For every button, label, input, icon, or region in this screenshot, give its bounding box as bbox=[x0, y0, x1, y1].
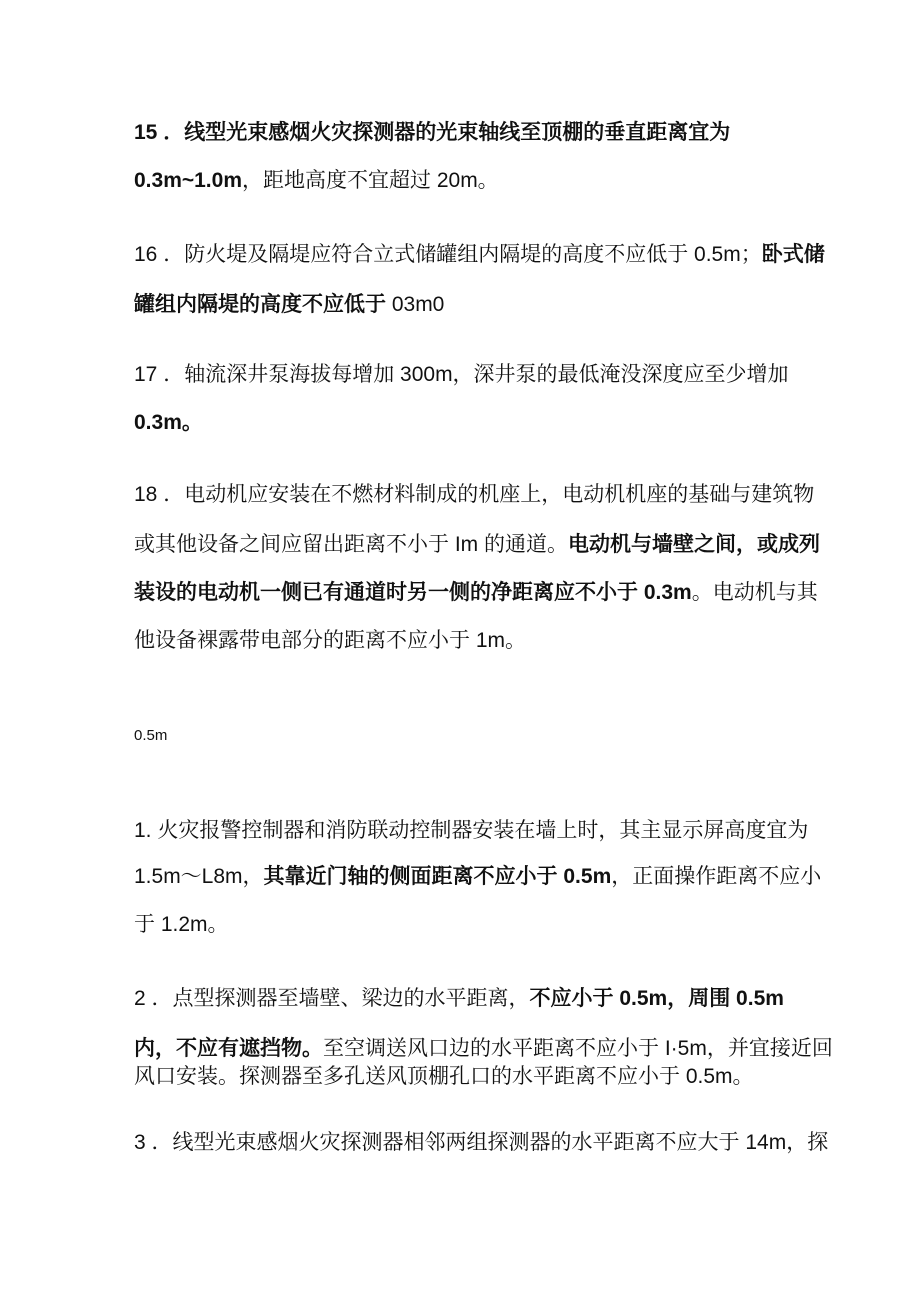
item-18-text: 或其他设备之间应留出距离不小于 Im 的通道。 bbox=[134, 533, 568, 556]
item-2-line-3: 风口安装。探测器至多孔送风顶棚孔口的水平距离不应小于 0.5m。 bbox=[134, 1065, 754, 1088]
item-17-line-1: 17 ．轴流深井泵海拔每增加 300m，深井泵的最低淹没深度应至少增加 bbox=[134, 363, 789, 386]
item-16-line-2 bbox=[134, 292, 444, 318]
item-1-line-2 bbox=[134, 864, 821, 890]
item-1-rest: ，正面操作距离不应小 bbox=[611, 865, 822, 888]
item-16-bold: 卧式储 bbox=[761, 243, 825, 266]
item-1-line-1: 1. 火灾报警控制器和消防联动控制器安装在墙上时，其主显示屏高度宜为 bbox=[134, 819, 809, 842]
item-18-line-3 bbox=[134, 580, 818, 606]
item-15-line-1: 15 ．线型光束感烟火灾探测器的光束轴线至顶棚的垂直距离宜为 bbox=[134, 121, 731, 144]
item-3-line-1: 3 ．线型光束感烟火灾探测器相邻两组探测器的水平距离不应大于 14m，探 bbox=[134, 1131, 829, 1154]
item-16-line-1 bbox=[134, 242, 825, 268]
item-18-line-1: 18 ．电动机应安装在不燃材料制成的机座上，电动机机座的基础与建筑物 bbox=[134, 483, 815, 506]
item-18-bold-2: 装设的电动机一侧已有通道时另一侧的净距离应不小于 0.3m bbox=[134, 581, 692, 604]
item-18-line-4: 他设备裸露带电部分的距离不应小于 1m。 bbox=[134, 629, 527, 652]
item-2-text-2: 至空调送风口边的水平距离不应小于 I·5m，并宜接近回 bbox=[323, 1037, 833, 1060]
item-16-value: 03m0 bbox=[386, 293, 445, 316]
item-18-bold: 电动机与墙壁之间，或成列 bbox=[568, 533, 820, 556]
item-1-line-3: 于 1.2m。 bbox=[134, 913, 229, 936]
item-2-bold: 不应小于 0.5m，周围 0.5m bbox=[529, 987, 784, 1010]
item-15-range: 0.3m~1.0m bbox=[134, 169, 242, 192]
item-15-rest: ，距地高度不宜超过 20m。 bbox=[242, 169, 499, 192]
item-2-text: 2 ．点型探测器至墙壁、梁边的水平距离， bbox=[134, 987, 530, 1010]
item-16-bold-2: 罐组内隔堤的高度不应低于 bbox=[134, 293, 386, 316]
item-18-line-2 bbox=[134, 532, 820, 558]
item-2-line-1 bbox=[134, 986, 784, 1012]
item-17-line-2: 0.3m。 bbox=[134, 411, 203, 434]
item-15-line-2 bbox=[134, 168, 499, 194]
item-18-text-2: 。电动机与其 bbox=[691, 581, 818, 604]
section-heading: 0.5m bbox=[134, 727, 168, 744]
item-2-line-2 bbox=[134, 1036, 833, 1062]
item-16-text: 16 ．防火堤及隔堤应符合立式储罐组内隔堤的高度不应低于 0.5m； bbox=[134, 243, 762, 266]
item-1-range: 1.5m～L8m， bbox=[134, 865, 264, 888]
item-1-bold: 其靠近门轴的侧面距离不应小于 0.5m bbox=[263, 865, 612, 888]
item-2-bold-2: 内，不应有遮挡物。 bbox=[134, 1037, 323, 1060]
